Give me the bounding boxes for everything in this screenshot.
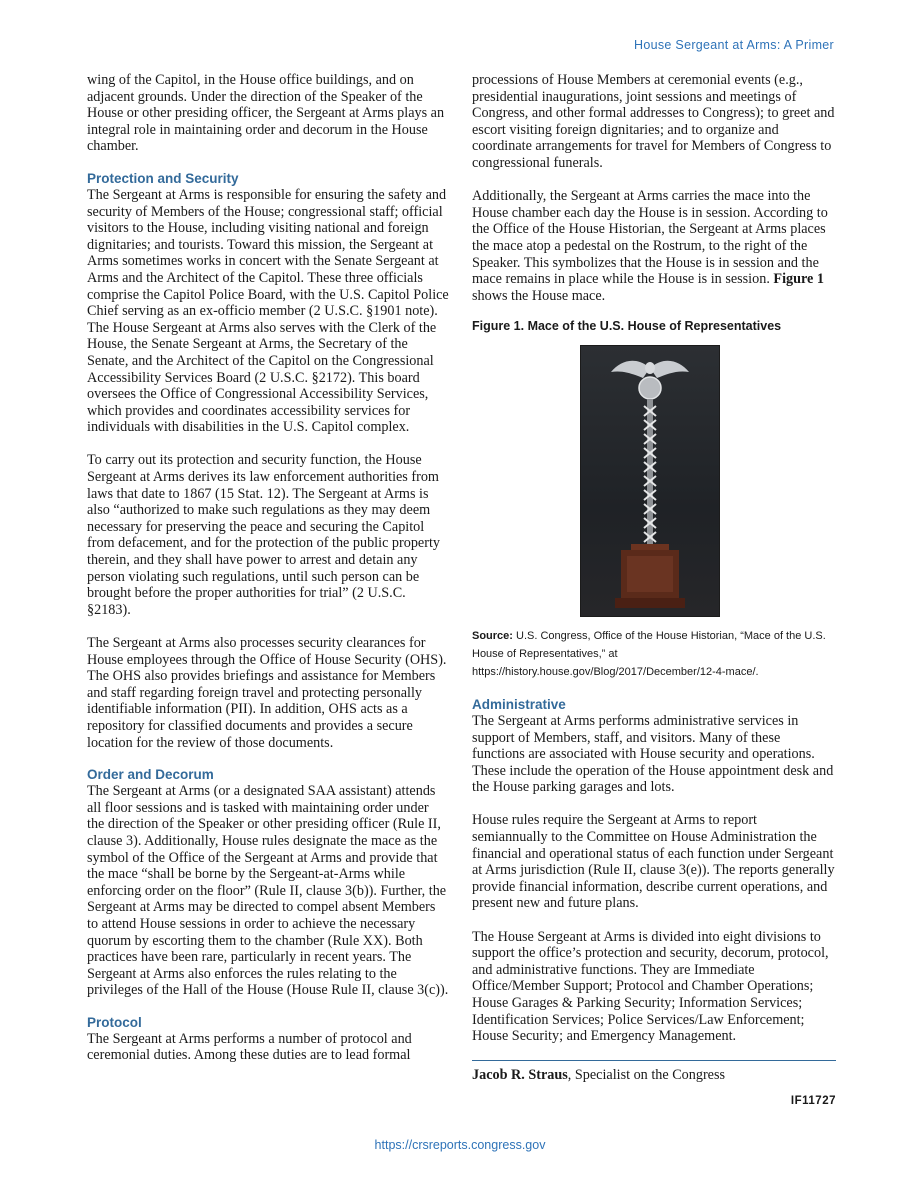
protocol-continued-paragraph: processions of House Members at ceremonial events (e.g., presidential inaugurations, joint sessions and meetings of Congress, and other formal addresses to Congress); to greet and escort visiting foreign dignitaries; and to organize and coordinate arrangements for travel for Members of Congress to congressional funerals. [472,72,835,171]
mace-illustration [581,346,719,616]
running-header-title: House Sergeant at Arms: A Primer [634,38,834,52]
figure-source [472,627,836,681]
heading-protection: Protection and Security [87,170,239,186]
mace-text-end: shows the House mace. [472,287,606,304]
author-title: , Specialist on the Congress [567,1066,726,1083]
intro-paragraph: wing of the Capitol, in the House office buildings, and on adjacent grounds. Under the direction of the Speaker of the House or other presiding officer, the Sergeant at Arms plays an integral role in maintaining order and decorum in the House chamber. [87,72,445,155]
right-column [472,72,836,1110]
mace-paragraph [472,188,836,304]
author-line [472,1060,836,1084]
source-label: Source: [472,629,513,642]
heading-protocol: Protocol [87,1014,142,1030]
heading-administrative: Administrative [472,696,566,712]
admin-paragraph-3: The House Sergeant at Arms is divided into eight divisions to support the office’s protection and security, decorum, protocol, and administrative functions. They are Immediate Office/Member Support; Protocol and Chamber Operations; House Garages & Parking Security; Information Services; Identification Services; Police Services/Law Enforcement; House Security; and Emergency Management. [472,928,829,1045]
section-protection [87,171,449,751]
protocol-paragraph-1: The Sergeant at Arms performs a number of protocol and ceremonial duties. Among these duties are to lead formal [87,1030,412,1064]
section-protocol [87,1015,449,1064]
order-paragraph-1: The Sergeant at Arms (or a designated SAA assistant) attends all floor sessions and is tasked with maintaining order under the direction of the Speaker or other presiding officer (Rule II, clause 3). Additionally, House rules designate the mace as the symbol of the Office of the Sergeant at Arms and provide that the mace “shall be borne by the Sergeant-at-Arms while enforcing order on the floor” (Rule II, clause 3(b)). Further, the Sergeant at Arms may be directed to compel absent Members to attend House sessions in order to achieve the necessary quorum by escorting them to the chamber (Rule XX). Both practices have been rare, particularly in recent years. The Sergeant at Arms also enforces the rules relating to the privileges of the Hall of the House (House Rule II, clause 3(c)). [87,783,449,999]
protection-paragraph-2: To carry out its protection and security function, the House Sergeant at Arms derives its law enforcement authorities from laws that date to 1867 (15 Stat. 12). The Sergeant at Arms is also “authorized to make such regulations as they may deem necessary for preserving the peace and securing the Capitol from defacement, and for the protection of the public property therein, and they shall have power to arrest and detain any person violating such regulations, until such person can be brought before the proper authorities for trial” (2 U.S.C. §2183). [87,452,440,618]
source-text: U.S. Congress, Office of the House Historian, “Mace of the U.S. House of Representatives,” at https://history.house.gov/Blog/2017/December/12-4-mace/. [472,629,826,678]
section-administrative [472,697,836,1045]
left-column [87,72,449,1064]
mace-photo [580,345,720,617]
figure-caption: Figure 1. Mace of the U.S. House of Representatives [472,319,782,334]
report-id: IF11727 [790,1095,836,1108]
protection-paragraph-1: The Sergeant at Arms is responsible for ensuring the safety and security of Members of the House; congressional staff; official visitors to the House, including visiting national and foreign dignitaries; and tourists. Toward this mission, the Sergeant at Arms sometimes works in concert with the Senate Sergeant at Arms and the Architect of the Capitol. These three officials comprise the Capitol Police Board, with the U.S. Capitol Police Chief serving as an ex-officio member (2 U.S.C. §1901 note). The House Sergeant at Arms also serves with the Clerk of the House, the Senate Sergeant at Arms, the Secretary of the Senate, and the Architect of the Capitol on the Congressional Accessibility Services Board (2 U.S.C. §2172). This board oversees the Office of Congressional Accessibility Services, which provides and coordinates accessibility services for individuals with disabilities in the U.S. Capitol complex. [87,186,449,436]
mace-text: Additionally, the Sergeant at Arms carries the mace into the House chamber each day the House is in session. According to the Office of the House Historian, the Sergeant at Arms places the mace atop a pedestal on the Rostrum, to the right of the Speaker. This symbolizes that the House is in session and the mace remains in place while the House is in session. [472,188,828,288]
admin-paragraph-1: The Sergeant at Arms performs administrative services in support of Members, staff, and visitors. Many of these functions are associated with House security and operations. These include the operation of the House appointment desk and the House parking garages and lots. [472,712,834,796]
heading-order: Order and Decorum [87,767,214,783]
author-name: Jacob R. Straus [472,1066,568,1083]
footer-url-link[interactable]: https://crsreports.congress.gov [374,1138,546,1152]
figure-reference: Figure 1 [773,271,824,288]
protection-paragraph-3: The Sergeant at Arms also processes security clearances for House employees through the Office of House Security (OHS). The OHS also provides briefings and assistance for Members and staff regarding foreign travel and protecting personally identifiable information (PII). In addition, OHS acts as a repository for classified documents and provides a secure location for the review of those documents. [87,635,447,751]
section-order [87,767,449,999]
admin-paragraph-2: House rules require the Sergeant at Arms to report semiannually to the Committee on House Administration the financial and operational status of each function under Sergeant at Arms jurisdiction (Rule II, clause 3(e)). The reports generally provide financial information, describe current operations, and present new and future plans. [472,812,835,912]
